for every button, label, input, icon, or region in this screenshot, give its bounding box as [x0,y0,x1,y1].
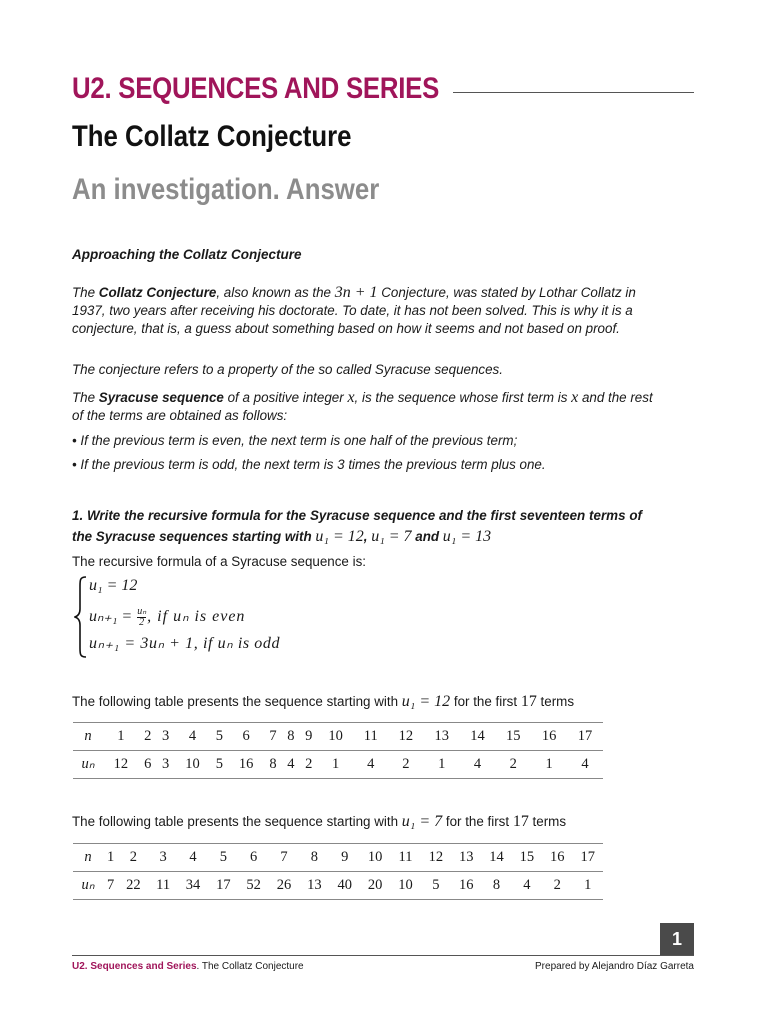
footer-unit: U2. Sequences and Series [72,961,197,972]
table-cell: 2 [300,751,318,779]
table-cell: 17 [567,723,603,751]
system-line-1: u₁ = 12 [89,577,138,594]
math-u1-12: u₁ = 12 [401,693,451,710]
bullet-odd: • If the previous term is odd, the next term is 3 times the previous term plus one. [72,457,546,472]
math-17: 17 [512,813,529,830]
table-cell: 8 [299,844,329,872]
table-cell: 10 [175,751,211,779]
table-cell: 4 [178,844,208,872]
table-cell: 10 [390,872,420,900]
term-collatz: Collatz Conjecture [98,285,217,300]
bullet-even: • If the previous term is even, the next term is one half of the previous term; [72,433,518,448]
term-syracuse: Syracuse sequence [98,390,224,405]
table-cell: 4 [567,751,603,779]
section-heading: Approaching the Collatz Conjecture [72,247,302,262]
table-cell: 3 [149,844,178,872]
table-cell: 52 [239,872,269,900]
intro-paragraph-2: The conjecture refers to a property of the so called Syracuse sequences. [72,362,503,377]
table-cell: 2 [388,751,424,779]
table-cell: 7 [264,723,282,751]
text: , if uₙ is even [147,608,246,625]
row-label: uₙ [73,751,103,779]
text: and [411,529,443,544]
header-rule [453,92,694,93]
table-cell: 1 [103,844,118,872]
table-cell: 6 [139,751,157,779]
text: Conjecture, was stated by Lothar Collatz in 1937, two years after receiving his doctorate. To date, it has not been solved. This is why it is a conjecture, that is, a guess about something based on how it seems and not based on proof. [72,285,636,336]
table-cell: 13 [451,844,481,872]
table-cell: 1 [318,751,354,779]
table-cell: 4 [354,751,388,779]
table-cell: 15 [495,723,531,751]
table-cell: 6 [228,723,264,751]
table-cell: 7 [103,872,118,900]
table-cell: 5 [208,844,238,872]
table-cell: 9 [330,844,360,872]
fraction-denominator: 2 [139,616,145,628]
system-line-3: uₙ₊₁ = 3uₙ + 1, if uₙ is odd [89,635,281,652]
math-x: x [347,389,355,406]
table-cell: 1 [572,872,603,900]
intro-paragraph-1 [72,284,662,338]
text: , [363,529,372,544]
text: , is the sequence whose first term is [354,390,572,405]
table-cell: 20 [360,872,390,900]
row-label: n [73,723,103,751]
text: of a positive integer [223,390,348,405]
table-cell: 12 [421,844,451,872]
text: and the rest of the terms are obtained as follows: [72,390,653,423]
table-cell: 13 [424,723,460,751]
math-u1-7: u₁ = 7 [371,528,412,545]
math-u1-12: u₁ = 12 [315,528,364,545]
intro-paragraph-3 [72,389,662,425]
math-u1-13: u₁ = 13 [442,528,492,545]
table-cell: 8 [264,751,282,779]
table-cell: 4 [512,872,542,900]
footer-author: Prepared by Alejandro Díaz Garreta [535,961,694,972]
table-cell: 1 [531,751,567,779]
text: terms [536,694,575,709]
row-label: uₙ [73,872,103,900]
table-cell: 2 [139,723,157,751]
table-row-n [73,723,603,751]
table-cell: 4 [175,723,211,751]
text: uₙ₊₁ = [89,608,137,625]
table-cell: 4 [460,751,496,779]
fraction [137,607,146,628]
brace-icon [74,576,88,658]
page-subtitle: An investigation. Answer [72,173,380,206]
table-row-n [73,844,603,872]
text: The following table presents the sequence starting with [72,814,402,829]
table-cell: 12 [388,723,424,751]
table-cell: 8 [481,872,511,900]
table-cell: 5 [210,751,228,779]
text: , also known as the [216,285,335,300]
table-cell: 22 [118,872,148,900]
text: terms [528,814,567,829]
sequence-table-7 [73,843,603,900]
text: The following table presents the sequence starting with [72,694,402,709]
table-cell: 1 [103,723,139,751]
table-cell: 16 [531,723,567,751]
table-cell: 26 [269,872,299,900]
table-cell: 14 [481,844,511,872]
footer-left [72,961,304,972]
table-cell: 14 [460,723,496,751]
table-cell: 11 [354,723,388,751]
table-cell: 2 [118,844,148,872]
table-row-u [73,872,603,900]
text: for the first [442,814,513,829]
table-cell: 7 [269,844,299,872]
table-cell: 1 [424,751,460,779]
table-cell: 10 [318,723,354,751]
unit-title: U2. SEQUENCES AND SERIES [72,72,440,105]
table-cell: 2 [542,872,572,900]
table2-caption [72,813,566,831]
math-17: 17 [520,693,537,710]
table-cell: 16 [228,751,264,779]
table-cell: 5 [421,872,451,900]
question-text: 1. Write the recursive formula for the Syracuse sequence and the first seventeen terms of the Syracuse sequences starting with [72,508,642,544]
math-3n1: 3n + 1 [334,284,378,301]
table-cell: 4 [282,751,300,779]
question-1 [72,505,642,547]
table-cell: 11 [149,872,178,900]
table-cell: 34 [178,872,208,900]
table-cell: 16 [451,872,481,900]
table-cell: 3 [157,751,175,779]
math-u1-7: u₁ = 7 [401,813,443,830]
page-title: The Collatz Conjecture [72,120,352,153]
text: The [72,285,99,300]
table-cell: 11 [390,844,420,872]
table-cell: 3 [157,723,175,751]
system-line-2 [89,606,245,628]
table-cell: 12 [103,751,139,779]
recursive-intro: The recursive formula of a Syracuse sequence is: [72,554,366,569]
table-row-u [73,751,603,779]
footer-rule [72,955,694,956]
table-cell: 9 [300,723,318,751]
table-cell: 2 [495,751,531,779]
table-cell: 6 [239,844,269,872]
text: for the first [450,694,521,709]
page-number: 1 [660,923,694,956]
fraction-numerator: uₙ [137,605,147,617]
table-cell: 40 [330,872,360,900]
table-cell: 17 [208,872,238,900]
footer-topic: . The Collatz Conjecture [196,961,304,972]
table-cell: 5 [210,723,228,751]
table-cell: 13 [299,872,329,900]
table-cell: 15 [512,844,542,872]
table-cell: 10 [360,844,390,872]
sequence-table-12 [73,722,603,779]
math-x: x [571,389,579,406]
table-cell: 16 [542,844,572,872]
table-cell: 8 [282,723,300,751]
table-cell: 17 [572,844,603,872]
table1-caption [72,693,574,711]
text: The [72,390,99,405]
row-label: n [73,844,103,872]
